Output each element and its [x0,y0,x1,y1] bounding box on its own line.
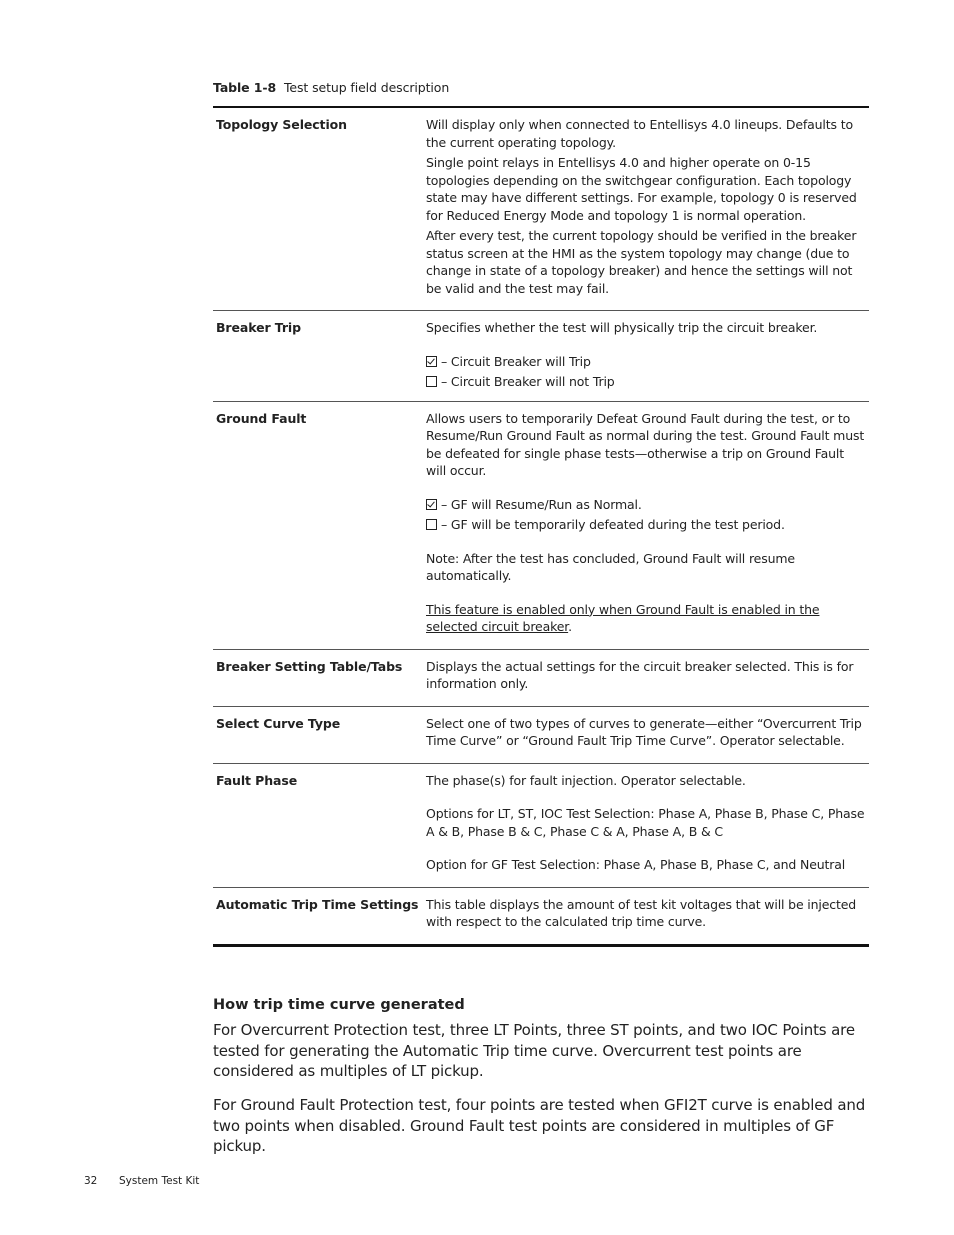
feature-note [426,601,865,636]
checked-option-text: – GF will Resume/Run as Normal. [441,496,642,512]
field-label: Breaker Setting Table/Tabs [216,658,403,674]
underlined-text: This feature is enabled only when Ground Fault is enabled in the selected circuit breaker [426,601,820,634]
description-paragraph: The phase(s) for fault injection. Operator selectable. [426,772,746,788]
table-title: Test setup field description [283,80,450,95]
footer-doc-title: System Test Kit [119,1175,200,1187]
field-label: Breaker Trip [216,320,301,335]
checked-option [426,496,865,514]
description-paragraph: Will display only when connected to Entellisys 4.0 lineups. Defaults to the current operating topology. [426,117,853,150]
table-row-fault-phase [213,763,869,887]
field-label: Fault Phase [216,772,298,788]
field-description [426,715,869,753]
table-row-topology-selection [213,108,869,310]
checked-box-icon [426,356,437,367]
note-paragraph: Note: After the test has concluded, Ground Fault will resume automatically. [426,550,795,583]
field-description [426,410,869,639]
body-paragraph: For Ground Fault Protection test, four points are tested when GFI2T curve is enabled and two points when disabled. Ground Fault test points are considered in multiples of GF pickup. [213,1096,866,1155]
unchecked-option-text: – Circuit Breaker will not Trip [441,374,615,389]
checked-box-icon [426,499,437,510]
field-label: Automatic Trip Time Settings [216,896,419,912]
unchecked-box-icon [426,376,437,387]
field-label: Select Curve Type [216,715,341,731]
page-number: 32 [84,1175,98,1187]
table-row-breaker-trip [213,310,869,401]
field-description [426,116,869,300]
description-paragraph: Options for LT, ST, IOC Test Selection: Phase A, Phase B, Phase C, Phase A & B, Phase B & C, Phase C & A, Phase A, B & C [426,806,865,839]
checked-option-text: – Circuit Breaker will Trip [441,353,591,369]
checked-option [426,353,865,371]
field-label: Ground Fault [216,410,307,426]
description-paragraph: Allows users to temporarily Defeat Ground Fault during the test, or to Resume/Run Ground Fault as normal during the test. Ground Fault must be defeated for single phase tests—otherwise a trip on Ground Fault will occur. [426,410,865,478]
field-description [426,896,869,934]
description-paragraph: Displays the actual settings for the circuit breaker selected. This is for information only. [426,658,854,691]
table-caption [213,80,449,95]
underlined-tail: . [568,619,572,634]
table-row-breaker-setting-table [213,649,869,706]
description-paragraph: Specifies whether the test will physically trip the circuit breaker. [426,320,818,335]
unchecked-option-text: – GF will be temporarily defeated during the test period. [441,517,785,532]
description-paragraph: Select one of two types of curves to generate—either “Overcurrent Trip Time Curve” or “Ground Fault Trip Time Curve”. Operator selectable. [426,715,862,748]
description-paragraph: This table displays the amount of test kit voltages that will be injected with respect to the calculated trip time curve. [426,896,857,929]
field-description [426,658,869,696]
unchecked-option [426,373,865,391]
field-label: Topology Selection [216,117,347,132]
body-paragraph: For Overcurrent Protection test, three LT Points, three ST points, and two IOC Points are tested for generating the Automatic Trip time curve. Overcurrent test points are considered as multiples of LT pickup. [213,1021,855,1080]
table-row-automatic-trip-time-settings [213,887,869,944]
unchecked-box-icon [426,519,437,530]
table-number: Table 1-8 [213,80,277,95]
description-paragraph: Single point relays in Entellisys 4.0 and higher operate on 0-15 topologies depending on the switchgear configuration. Each topology state may have different settings. For example, topology 0 is reserved for Reduced Energy Mode and topology 1 is normal operation. [426,155,857,223]
unchecked-option [426,516,865,534]
table-row-select-curve-type [213,706,869,763]
table-row-ground-fault [213,401,869,649]
section-heading: How trip time curve generated [213,997,465,1013]
field-description [426,319,869,391]
description-paragraph: Option for GF Test Selection: Phase A, Phase B, Phase C, and Neutral [426,857,846,872]
field-description-table [213,106,869,947]
field-description [426,772,869,877]
description-paragraph: After every test, the current topology should be verified in the breaker status screen at the HMI as the system topology may change (due to change in state of a topology breaker) and hence the settings will not be valid and the test may fail. [426,228,857,296]
